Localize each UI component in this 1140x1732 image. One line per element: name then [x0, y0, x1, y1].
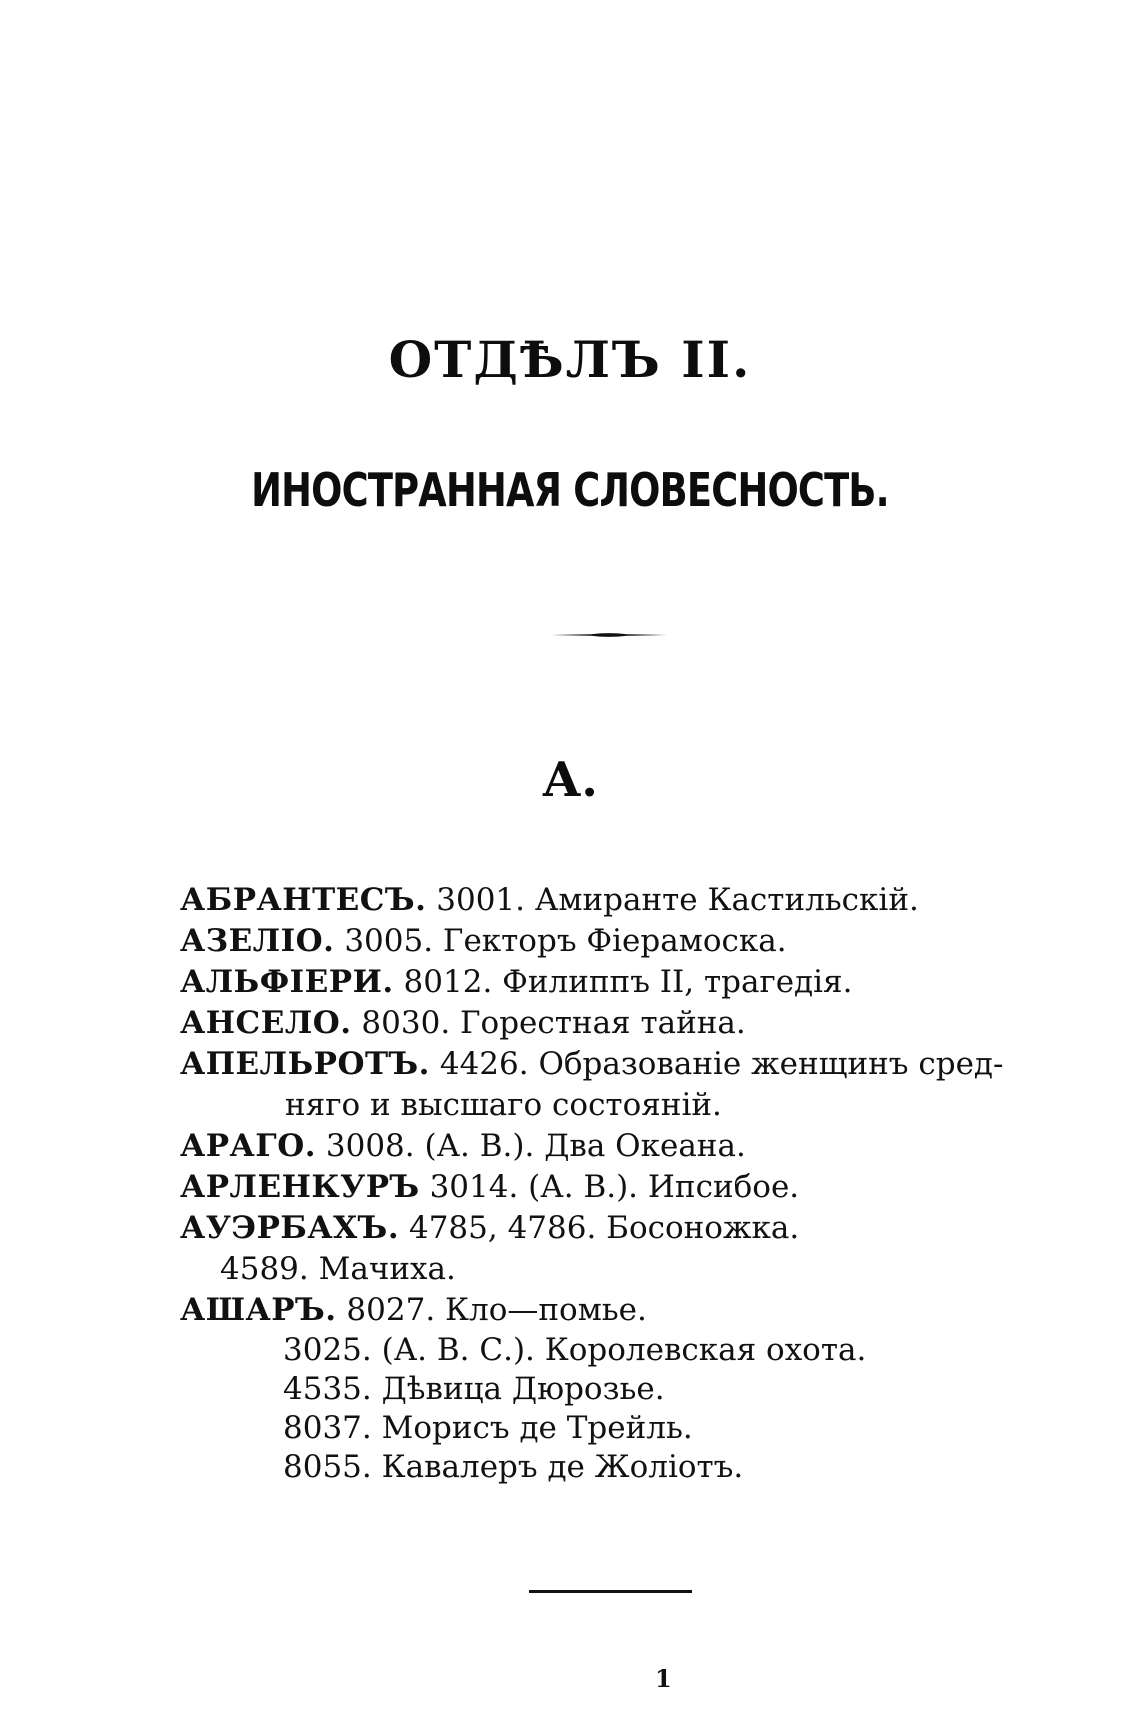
work-text: 4785, 4786. Босоножка. [408, 1210, 800, 1246]
work-text: 8027. Кло—помье. [346, 1292, 647, 1328]
list-item-continuation: няго и высшаго состояній. [285, 1087, 722, 1123]
list-subitem: 4535. Дѣвица Дюрозье. [283, 1371, 665, 1407]
author-name: АЛЬФІЕРИ. [180, 964, 394, 1000]
ornament-divider [551, 632, 667, 638]
list-item [180, 1126, 1080, 1167]
author-index-list [180, 880, 1080, 1487]
author-name: АШАРЪ. [180, 1292, 337, 1328]
section-subtitle: ИНОСТРАННАЯ СЛОВЕСНОСТЬ. [251, 463, 889, 517]
work-text: 8012. Филиппъ II, трагедія. [403, 964, 853, 1000]
work-text: 8030. Горестная тайна. [361, 1005, 746, 1041]
list-subitem: 4589. Мачиха. [220, 1251, 456, 1287]
author-name: АУЭРБАХЪ. [180, 1210, 400, 1246]
list-item [180, 1003, 1080, 1044]
author-name: АРАГО. [180, 1128, 317, 1164]
author-name: АНСЕЛО. [180, 1005, 352, 1041]
author-name: АРЛЕНКУРЪ [180, 1169, 420, 1205]
work-text: 4426. Образованіе женщинъ сред- [439, 1046, 1004, 1082]
author-name: АПЕЛЬРОТЪ. [180, 1046, 430, 1082]
work-text: 3014. (А. В.). Ипсибое. [429, 1169, 800, 1205]
author-name: АЗЕЛІО. [180, 923, 335, 959]
work-text: 3001. Амиранте Кастильскій. [436, 882, 919, 918]
list-item [180, 1044, 1080, 1085]
list-subitem: 8037. Морисъ де Трейль. [283, 1410, 693, 1446]
alphabet-letter-heading: А. [542, 752, 598, 808]
list-item [180, 1167, 1080, 1208]
work-text: 3005. Гекторъ Фіерамоска. [344, 923, 787, 959]
list-item [180, 962, 1080, 1003]
list-item [180, 921, 1080, 962]
page-number: 1 [655, 1664, 672, 1693]
work-text: 3008. (А. В.). Два Океана. [325, 1128, 746, 1164]
list-subitem: 8055. Кавалеръ де Жоліотъ. [283, 1449, 744, 1485]
author-name: АБРАНТЕСЪ. [180, 882, 427, 918]
list-item [180, 880, 1080, 921]
section-title: ОТДѢЛЪ II. [388, 330, 752, 389]
list-subitem: 3025. (А. В. С.). Королевская охота. [283, 1332, 867, 1368]
list-item [180, 1208, 1080, 1249]
end-rule-divider [529, 1590, 692, 1593]
list-item [180, 1290, 1080, 1331]
